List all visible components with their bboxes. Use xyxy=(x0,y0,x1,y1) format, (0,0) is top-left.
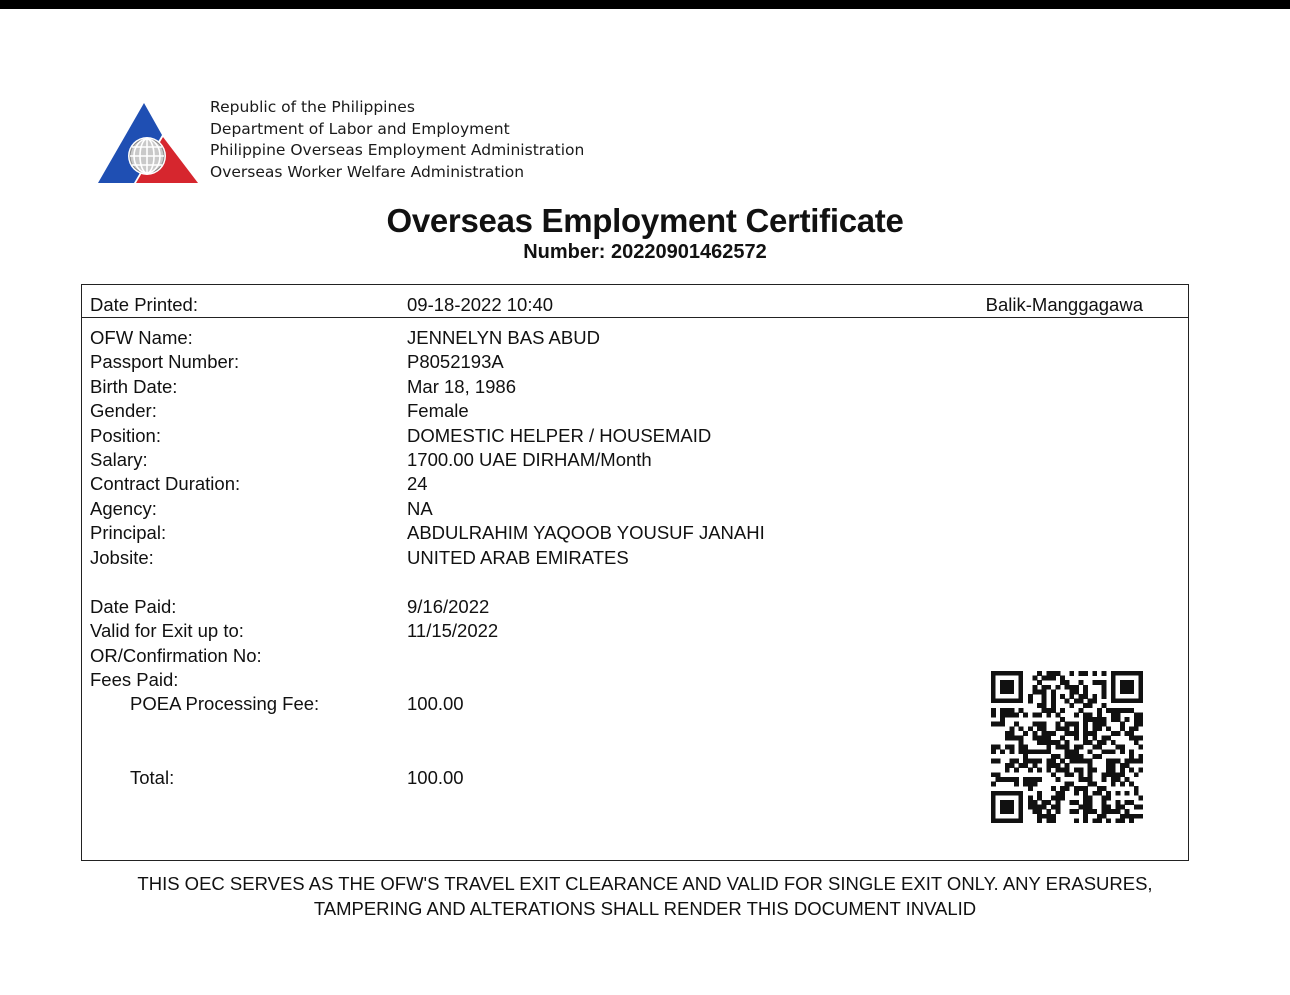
detail-label: OFW Name: xyxy=(90,327,193,348)
detail-row-position xyxy=(82,425,1188,449)
agency-line-dole: Department of Labor and Employment xyxy=(210,119,510,138)
detail-value: 24 xyxy=(407,473,428,494)
detail-row-passport xyxy=(82,351,1188,375)
detail-label: Gender: xyxy=(90,400,157,421)
detail-label: Jobsite: xyxy=(90,547,154,568)
detail-label: Contract Duration: xyxy=(90,473,241,494)
agency-line-owwa: Overseas Worker Welfare Administration xyxy=(210,162,525,181)
detail-value: P8052193A xyxy=(407,351,504,372)
detail-value: ABDULRAHIM YAQOOB YOUSUF JANAHI xyxy=(407,522,765,543)
validity-notice xyxy=(0,871,1290,921)
detail-row-jobsite xyxy=(82,547,1188,571)
detail-label: Birth Date: xyxy=(90,376,178,397)
detail-row-gender xyxy=(82,400,1188,424)
notice-line-1: THIS OEC SERVES AS THE OFW'S TRAVEL EXIT CLEARANCE AND VALID FOR SINGLE EXIT ONLY. ANY ERASURES, xyxy=(137,873,1153,894)
detail-row-agency xyxy=(82,498,1188,522)
agency-line-poea: Philippine Overseas Employment Administration xyxy=(210,141,585,159)
agency-line-republic: Republic of the Philippines xyxy=(210,98,415,116)
date-printed-row xyxy=(82,285,1188,318)
agency-header xyxy=(210,97,584,183)
dole-logo-icon xyxy=(96,100,200,186)
detail-row-ofw-name xyxy=(82,327,1188,351)
detail-value: 1700.00 UAE DIRHAM/Month xyxy=(407,449,652,470)
notice-line-2: TAMPERING AND ALTERATIONS SHALL RENDER THIS DOCUMENT INVALID xyxy=(313,898,977,919)
detail-row-birth-date xyxy=(82,376,1188,400)
worker-category: Balik-Manggagawa xyxy=(985,294,1143,315)
top-bar xyxy=(0,0,1290,9)
payment-label: OR/Confirmation No: xyxy=(90,645,262,666)
detail-label: Principal: xyxy=(90,522,167,543)
detail-value: NA xyxy=(407,498,433,519)
certificate-number: Number: 20220901462572 xyxy=(523,241,767,263)
processing-fee-value: 100.00 xyxy=(407,693,464,714)
detail-label: Position: xyxy=(90,425,161,446)
detail-label: Passport Number: xyxy=(90,351,240,372)
detail-value: Female xyxy=(407,400,469,421)
qr-code-icon xyxy=(991,671,1143,823)
detail-value: JENNELYN BAS ABUD xyxy=(407,327,600,348)
detail-row-salary xyxy=(82,449,1188,473)
certificate-frame xyxy=(81,284,1189,861)
certificate-title: Overseas Employment Certificate xyxy=(386,202,904,239)
total-value: 100.00 xyxy=(407,767,464,788)
payment-row-confirmation xyxy=(82,645,1188,669)
date-printed-value: 09-18-2022 10:40 xyxy=(407,294,554,315)
date-printed-label: Date Printed: xyxy=(90,294,198,315)
payment-value: 9/16/2022 xyxy=(407,596,490,617)
detail-row-contract-duration xyxy=(82,473,1188,497)
payment-row-date-paid xyxy=(82,596,1188,620)
detail-row-principal xyxy=(82,522,1188,546)
detail-value: DOMESTIC HELPER / HOUSEMAID xyxy=(407,425,712,446)
detail-label: Salary: xyxy=(90,449,148,470)
detail-value: Mar 18, 1986 xyxy=(407,376,517,397)
payment-label: Fees Paid: xyxy=(90,669,179,690)
processing-fee-label: POEA Processing Fee: xyxy=(130,693,320,714)
detail-value: UNITED ARAB EMIRATES xyxy=(407,547,629,568)
detail-label: Agency: xyxy=(90,498,157,519)
total-label: Total: xyxy=(130,767,175,788)
payment-row-valid-exit xyxy=(82,620,1188,644)
payment-label: Valid for Exit up to: xyxy=(90,620,244,641)
payment-label: Date Paid: xyxy=(90,596,177,617)
payment-value: 11/15/2022 xyxy=(407,620,499,641)
